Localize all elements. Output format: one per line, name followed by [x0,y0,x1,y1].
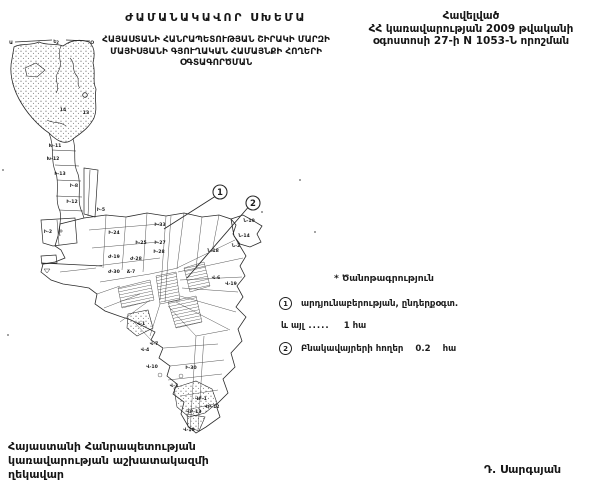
parcel-label: Ի-30 [185,366,197,371]
legend-item-industry [279,297,494,310]
signer-name: Դ. Սարգսյան [484,463,562,476]
parcel-label: Ի-25 [135,241,147,246]
legend-dots: ..... [308,321,330,331]
parcel-label: Վ-6 [211,276,221,281]
document-title: ԺԱՄԱՆԱԿԱՎՈՐ ՍԽԵՄԱ [125,11,307,24]
parcel-label: Ժ-19 [108,255,120,260]
parcel-label: Ի-28 [153,250,165,255]
map-north-lobe [11,40,96,142]
signature-block [8,440,209,482]
parcel-label: Վ-19 [225,282,237,287]
callout-number: 2 [250,199,256,209]
legend-item-1-text: արդյունաբերության, ընդերքօգտ. [301,298,459,309]
parcel-label: Ն-18 [207,249,219,254]
map-legend [279,273,494,366]
appendix-line-3: օգոստոսի 27-ի N 1053-Ն որոշման [372,35,570,47]
parcel-label: Ի-5 [96,208,106,213]
appendix-line-2: ՀՀ կառավարության 2009 թվականի [368,22,574,35]
parcel-label: Վ-10 [146,365,158,370]
parcel-label: Ի-12 [66,200,78,205]
parcel-label: Ճ-7 [126,270,136,275]
legend-note-header: * Ծանոթագրություն [334,273,434,284]
subtitle-line-2: ՄԱՅԻՍՅԱՆԻ ԳՅՈՒՂԱԿԱՆ ՀԱՄԱՅՆՔԻ ՀՈՂԵՐԻ [110,46,322,57]
parcel-label: Ժ-30 [108,270,120,275]
parcel-label: Ն-2 [231,244,241,249]
parcel-label: ՎԲ-1 [195,397,207,402]
parcel-label: Ի-8 [69,184,79,189]
parcel-label: Խ-11 [48,144,62,149]
parcel-label: Ի-24 [108,231,120,236]
subtitle-line-1: ՀԱՅԱՍՏԱՆԻ ՀԱՆՐԱՊԵՏՈՒԹՅԱՆ ՇԻՐԱԿԻ ՄԱՐԶԻ [102,35,330,45]
parcel-label: Խ-12 [46,157,60,162]
parcel-label: Ի-33 [154,223,166,228]
legend-item-2-value: 1 հա [343,321,367,331]
signature-line-1: Հայաստանի Հանրապետության [8,440,196,453]
callout-number: 1 [217,188,223,198]
legend-item-settlement [279,342,494,355]
parcel-label: Ա [9,41,13,46]
parcel-label: Վ-4 [140,348,150,353]
parcel-label: Վ-1 [136,322,146,327]
parcel-label: Ի-27 [154,241,166,246]
parcel-label: Ի-13 [54,172,66,177]
parcel-label: Ի-2 [43,230,53,235]
legend-item-other [279,321,494,331]
legend-item-2-text: և այլ [281,321,305,331]
parcel-label: Վ-7 [149,342,159,347]
parcel-label: Ժ-28 [130,257,142,262]
legend-marker-1-icon: 1 [279,297,292,310]
parcel-label: Օ [90,41,94,46]
legend-marker-2-icon: 2 [279,342,292,355]
parcel-label: Ն-14 [238,234,250,239]
map-west-arm [41,218,102,273]
legend-item-3-text: Բնակավայրերի հողեր [301,343,404,354]
appendix-line-1: Հավելված [442,10,500,22]
parcel-label: Ն-19 [243,219,255,224]
legend-item-3-unit: հա [442,343,457,354]
parcel-label: Եշ [53,40,59,45]
map-south-stipple [127,310,217,431]
signature-line-3: ղեկավար [8,468,64,481]
parcel-label: 13 [82,111,90,116]
parcel-label: ՎԲ-12 [204,405,220,410]
map-parcel-lines [2,169,315,432]
parcel-label: ՎԲ-13 [186,410,202,415]
signature-line-2: կառավարության աշխատակազմի [8,454,209,467]
parcel-label: Վ-3 [169,384,179,389]
parcel-label: 14 [59,108,67,113]
map-callouts [164,185,260,278]
legend-item-3-value: 0.2 [415,343,431,354]
parcel-label: Վ-19 [183,428,195,433]
subtitle-line-3: ՕԳՏԱԳՈՐԾՄԱՆ [179,58,253,68]
callout-leader-line [164,197,215,230]
